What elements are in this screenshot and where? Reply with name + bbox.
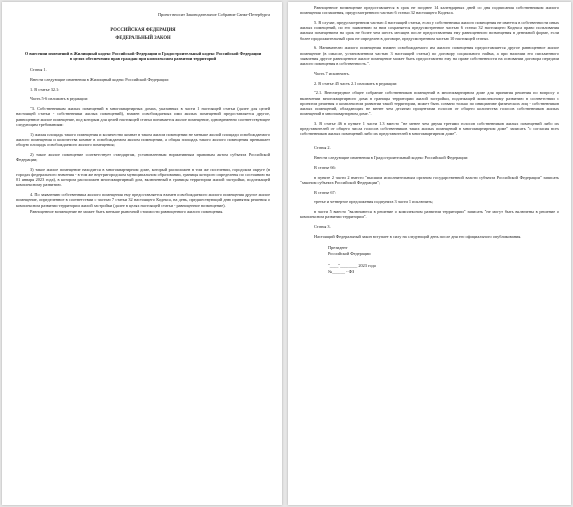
article-67-change-1: третье и четвертое предложения подпункта 3 части 1 исключить; <box>314 199 434 205</box>
heading-law-type: ФЕДЕРАЛЬНЫЙ ЗАКОН <box>115 36 171 42</box>
item-2: 2. В статье 45 часть 2.1 изложить в редакции: <box>314 80 398 86</box>
article-3-heading: Статья 3. <box>314 224 331 230</box>
article-2-heading: Статья 2. <box>314 145 331 151</box>
article-67-heading: В статье 67: <box>314 189 336 195</box>
paragraph-4: 4. По заявлению собственника жилого помещения ему предоставляется взамен освобождаемого жилого помещения другое жилое помещение, определенное в соответствии с частью 7 статьи 32 настоящего Кодекса, на день, предшествующий дню принятия решения о комплексном развитии территории жилой застройки (далее в целях настоящей статьи - равноценное возмещение). <box>16 192 270 208</box>
part-7-removed: Часть 7 исключить. <box>314 70 350 76</box>
sender-line: Санкт-Петербурга <box>236 12 270 17</box>
requirement-3: 3) такое жилое помещение находится в многоквартирном доме, который расположен в том же поселении, городском округе (в городах федерального значения - в том же внутригородском муниципальном образовании, границы которого определены по состоянию на 01 января 2023 года), в котором расположен многоквартирный дом, включенный в границы территории жилой застройки, подлежащей комплексному развитию. <box>16 166 270 188</box>
signature-title: Президент <box>328 245 348 251</box>
document-page-left <box>2 2 282 505</box>
sender-block <box>16 12 270 17</box>
part-intro: Часть 5-6 изложить в редакции: <box>30 96 89 102</box>
paragraph-3: "3. Собственникам жилых помещений в многоквартирных домах, указанных в части 1 настоящей статьи (далее для целей настоящей статьи - собственники жилых помещений), взамен освобождаемых ими жилых помещений предоставляется другое, равноценное жилое помещение, под которым для целей настоящей статьи понимается жилое помещение, одновременно соответствующее следующим требованиям: <box>16 106 270 127</box>
signature-number: №______ - ФЗ <box>328 268 355 274</box>
article-1-heading: Статья 1. <box>30 67 47 73</box>
requirement-2: 2) такое жилое помещение соответствует стандартам, установленным нормативным правовым актом субъекта Российской Федерации; <box>16 151 270 163</box>
article-66-change: в пункте 2 части 2 вместо "высшим исполнительным органом государственной власти субъекта Российской Федерации" записать "законом субъекта Российской Федерации"; <box>300 174 559 185</box>
paragraph-5: 5. В случае, предусмотренном частью 4 настоящей статьи, если у собственника жилого помещения не имеется в собственности иных жилых помещений, по его заявлению за ним сохраняется предусмотренное частью 6 статьи 32 настоящего Кодекса право пользования жилым помещением на срок не более чем шесть месяцев после предоставления ему равноценного возмещения в денежной форме, если более продолжительный срок не определен в договоре, предусмотренном частью 10 настоящей статьи. <box>300 20 559 41</box>
signature-date: "____"________ 2023 года <box>328 262 376 268</box>
signature-country: Российской Федерации <box>328 251 371 257</box>
quote-2-1: "2.1. Внеочередное общее собрание собственников помещений в многоквартирном доме для принятия решения по вопросу о включении многоквартирного дома в границы территории жилой застройки, подлежащей комплексному развитию в соответствии с проектом решения о комплексном развитии такой территории, может быть созвано только по инициативе физических лиц - собственников жилых помещений, обладающих не менее чем десятью процентами голосов от общего количества голосов собственников жилых помещений в многоквартирном доме.". <box>300 90 559 117</box>
paragraph-4-continued: Равноценное возмещение не может быть меньше рыночной стоимости равноценного жилого помещения. <box>30 209 224 215</box>
article-1-intro: Внести следующие изменения в Жилищный кодекс Российской Федерации: <box>30 76 170 82</box>
requirement-1: 1) жилая площадь такого помещения и количество комнат в таком жилом помещении не меньше жилой площади освобождаемого жилого помещения и количества комнат в освобождаемом жилом помещении, а общая площадь такого жилого помещения превышает общую площадь освобождаемого жилого помещения; <box>16 131 270 148</box>
item-3: 3. В статье 46 в пункте 1 части 1.3 вместо "не менее чем двумя третями голосов собственников жилых помещений либо их представителей от общего числа голосов собственников таких жилых помещений в многоквартирном доме" записать "с согласия всех собственников жилых помещений либо их представителей в многоквартирном доме". <box>300 121 559 137</box>
article-2-intro: Внести следующие изменения в Градостроительный кодекс Российской Федерации: <box>314 155 469 161</box>
article-67-change-2: в части 5 вместо "включаются в решение о комплексном развитии территории" записать "не могут быть включены в решение о комплексном развитии территории". <box>300 209 559 220</box>
document-page-right <box>288 2 571 505</box>
continued-text: Равноценное возмещение предоставляется в срок не позднее 14 календарных дней со дня подписания собственником жилого помещения соглашения, предусмотренного частью 6 статьи 32 настоящего Кодекса. <box>300 5 559 16</box>
law-title: О внесении изменений в Жилищный кодекс Российской Федерации и Градостроительный кодекс Российской Федерации в целях обеспечения прав граждан при комплексном развитии территорий <box>24 50 262 61</box>
article-66-heading: В статье 66: <box>314 164 336 170</box>
final-provision: Настоящий Федеральный закон вступает в силу на следующий день после дня его официального опубликования. <box>314 234 522 239</box>
sender-line: Законодательное Собрание <box>186 12 236 17</box>
paragraph-6: 6. Нанимателю жилого помещения взамен освобождаемого им жилого помещения предоставляется другое равноценное жилое помещение (в смысле, установленном частью 3 настоящей статьи) по договору социального найма, а при наличии его письменного заявления другое равноценное жилое помещение может быть предоставлено ему на праве собственности на основании договора передачи жилого помещения в собственность.". <box>300 45 559 67</box>
item-1: 1. В статье 32.1: <box>30 86 60 92</box>
sender-line: Проект вносит <box>157 12 185 17</box>
signature-block <box>328 245 559 274</box>
heading-country: РОССИЙСКАЯ ФЕДЕРАЦИЯ <box>110 28 176 34</box>
